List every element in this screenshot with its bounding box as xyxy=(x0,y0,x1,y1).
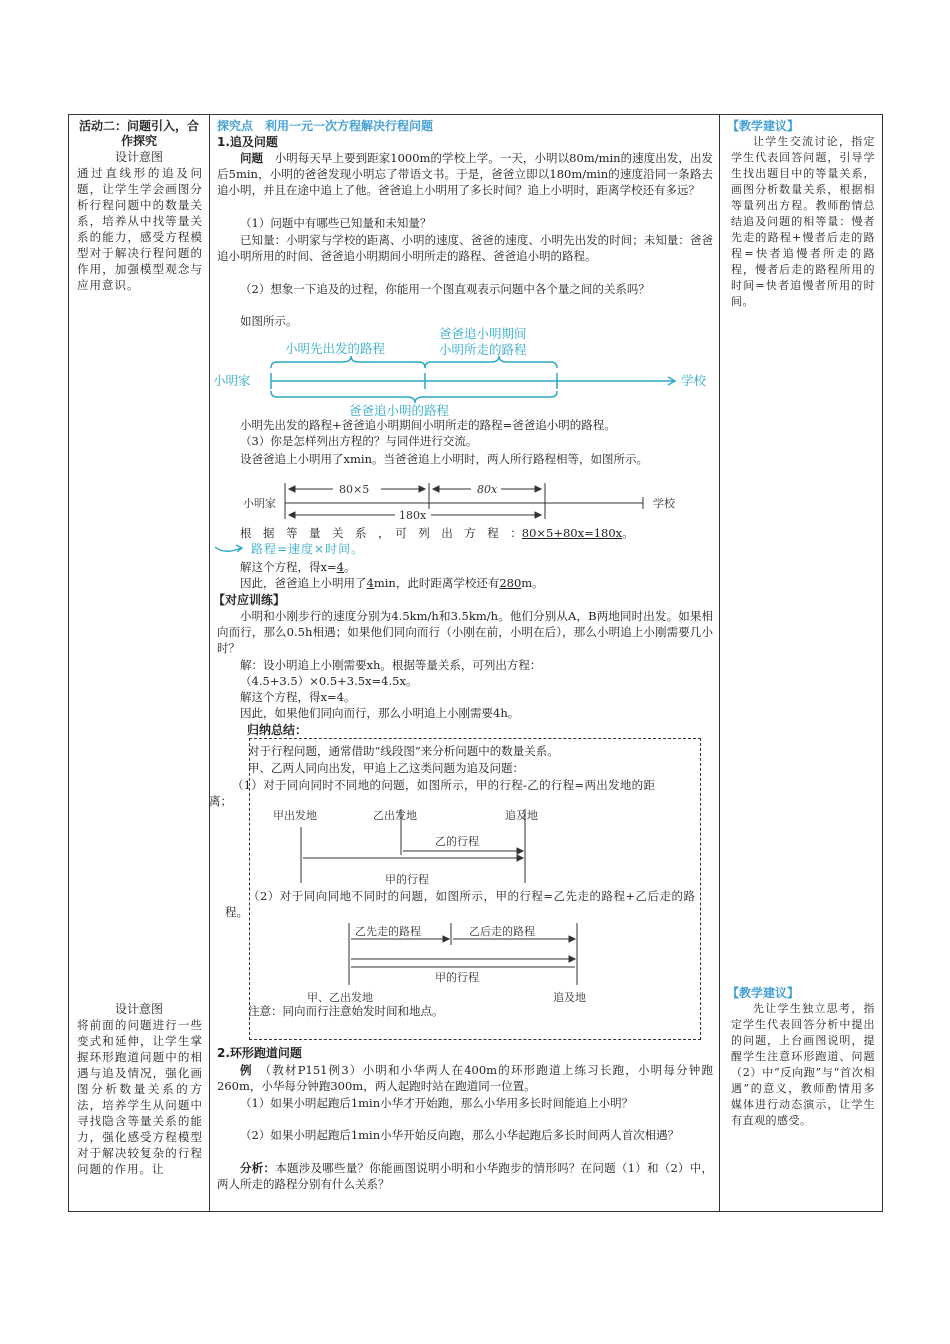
section-2-title: 2.环形跑道问题 xyxy=(217,1046,302,1060)
example-q2: （2）如果小明起跑后1min小华开始反向跑，那么小华起跑后多长时间两人首次相遇？ xyxy=(240,1128,680,1142)
main-column xyxy=(209,115,719,1211)
fig3-yi-start: 乙出发地 xyxy=(373,809,417,822)
example-paragraph xyxy=(217,1062,713,1094)
activity-title: 活动二：问题引入，合作探究 xyxy=(78,119,199,148)
right-column xyxy=(723,115,881,1211)
solve-prefix: 解这个方程，得x= xyxy=(240,560,337,574)
label-dad: 爸爸追小明的路程 xyxy=(349,403,450,418)
example-q1: （1）如果小明起跑后1min小华才开始跑，那么小华用多长时间能追上小明？ xyxy=(240,1096,634,1110)
teaching-suggestion-text: 让学生交流讨论，指定学生代表回答问题，引导学生找出题目中的等量关系，画图分析数量关系，根据相等量列出方程。教师酌情总结追及问题的相等量：慢者先走的路程+慢者后走的路程=快者追慢者所走的路程，慢者后走的路程所用的时间=快者追慢者所用的时间。 xyxy=(731,135,875,308)
fig2-total: 180x xyxy=(399,509,427,522)
figure-same-place-diagram xyxy=(273,921,613,1003)
design-intent-text: 通过直线形的追及问题，让学生学会画图分析行程问题中的数量关系，培养从中找等量关系的能力，感受方程模型对于解决行程问题的作用，加强模型观念与应用意识。 xyxy=(77,166,203,292)
fig3-catch: 追及地 xyxy=(505,809,538,822)
fig2-school: 学校 xyxy=(653,497,675,510)
label-home: 小明家 xyxy=(213,373,251,388)
practice-solution-4: 因此，如果他们同向而行，那么小明追上小刚需要4h。 xyxy=(240,706,520,720)
label-during-2: 小明所走的路程 xyxy=(439,342,527,357)
therefore-min: 4 xyxy=(366,576,374,590)
therefore-mid: min，此时距离学校还有 xyxy=(373,576,500,590)
summary-title: 归纳总结： xyxy=(247,723,308,737)
figure-chase-diagram xyxy=(213,327,719,419)
analysis-text: 本题涉及哪些量？你能画图说明小明和小华跑步的情形吗？在问题（1）和（2）中，两人所走的路程分别有什么关系？ xyxy=(217,1161,713,1191)
practice-solution-3: 解这个方程，得x=4。 xyxy=(240,690,356,704)
answer-1: 已知量：小明家与学校的距离、小明的速度、爸爸的速度、小明先出发的时间；未知量：爸爸追小明所用的时间、爸爸追小明期间小明所走的路程、爸爸追小明的路程。 xyxy=(217,233,713,263)
summary-4: （2）对于同向同地不同时的问题，如图所示，甲的行程=乙先走的路程+乙后走的路程。 xyxy=(225,889,695,919)
fig4-yi-first: 乙先走的路程 xyxy=(355,925,421,938)
example-text: （教材P151例3）小明和小华两人在400m的环形跑道上练习长跑，小明每分钟跑260m，小华每分钟跑300m，两人起跑时站在跑道同一位置。 xyxy=(217,1063,713,1093)
problem-paragraph xyxy=(217,150,713,198)
solve-x: 4 xyxy=(336,560,344,574)
figure-same-time-diagram xyxy=(273,805,593,887)
brace-bottom xyxy=(271,391,557,403)
summary-2: 甲、乙两人同向出发，甲追上乙这类问题为追及问题： xyxy=(248,761,524,775)
design-intent-text-2: 将前面的问题进行一些变式和延伸，让学生掌握环形跑道问题中的相遇与追及情况，强化画图分析数量关系的方法，培养学生从问题中寻找隐含等量关系的能力，强化感受方程模型对于解决较复杂的行程问题的作用。让 xyxy=(77,1018,203,1176)
fig4-catch: 追及地 xyxy=(553,991,586,1003)
problem-label: 问题 xyxy=(240,151,264,165)
explore-title: 探究点 利用一元一次方程解决行程问题 xyxy=(217,119,434,133)
equation-prefix: 根 据 等 量 关 系 ， 可 列 出 方 程 ： xyxy=(240,526,522,540)
problem-text: 小明每天早上要到距家1000m的学校上学。一天，小明以80m/min的速度出发，出发后5min，小明的爸爸发现小明忘了带语文书。于是，爸爸立即以180m/min的速度沿同一条路去追小明，并且在途中追上了他。爸爸追上小明用了多长时间？追上小明时，距离学校还有多远？ xyxy=(217,151,714,197)
fig3-jia-start: 甲出发地 xyxy=(273,809,317,822)
equation-suffix: 。 xyxy=(622,526,634,540)
summary-1: 对于行程问题，通常借助“线段图”来分析问题中的数量关系。 xyxy=(248,744,559,758)
therefore-prefix: 因此，爸爸追上小明用了 xyxy=(240,576,367,590)
teaching-suggestion-head-2: 【教学建议】 xyxy=(727,986,800,1000)
figure-equation-diagram xyxy=(213,479,719,525)
setup-text: 设爸爸追上小明用了xmin。当爸爸追上小明时，两人所行路程相等，如图所示。 xyxy=(240,452,648,466)
solve-line xyxy=(217,559,713,575)
teaching-suggestion-head: 【教学建议】 xyxy=(727,119,800,133)
analysis-paragraph xyxy=(217,1160,713,1192)
design-intent-label-2: 设计意图 xyxy=(114,1002,163,1016)
fig2-seg1: 80×5 xyxy=(339,483,370,496)
fig4-jia-trip: 甲的行程 xyxy=(435,971,479,984)
label-xiaoming-first: 小明先出发的路程 xyxy=(285,341,386,356)
fig3-yi-trip: 乙的行程 xyxy=(435,835,479,848)
note-arrow-icon xyxy=(213,539,249,557)
practice-text: 小明和小刚步行的速度分别为4.5km/h和3.5km/h。他们分别从A，B两地同时出发。如果相向而行，那么0.5h相遇；如果他们同向而行（小刚在前，小明在后），那么小明追上小刚需要几小时？ xyxy=(217,609,713,655)
summary-3: （1）对于同向同时不同地的问题，如图所示，甲的行程-乙的行程=两出发地的距离； xyxy=(209,778,655,808)
equation-words: 小明先出发的路程+爸爸追小明期间小明所走的路程=爸爸追小明的路程。 xyxy=(240,418,616,432)
formula-note xyxy=(213,539,413,557)
summary-note: 注意：同向而行注意始发时间和地点。 xyxy=(248,1004,444,1018)
fig2-seg2: 80x xyxy=(477,483,498,496)
question-3: （3）你是怎样列出方程的？与同伴进行交流。 xyxy=(240,434,478,448)
column-divider xyxy=(209,115,210,1211)
question-1: （1）问题中有哪些已知量和未知量？ xyxy=(240,216,432,230)
practice-title: 【对应训练】 xyxy=(213,593,286,607)
practice-solution-1: 解：设小明追上小刚需要xh。根据等量关系，可列出方程： xyxy=(240,658,542,672)
therefore-m: 280 xyxy=(499,576,522,590)
label-school: 学校 xyxy=(681,373,707,388)
solve-suffix: 。 xyxy=(343,560,356,574)
formula-text: 路程=速度×时间。 xyxy=(251,542,365,556)
label-during-1: 爸爸追小明期间 xyxy=(439,327,527,341)
fig2-home: 小明家 xyxy=(243,497,276,510)
therefore-line xyxy=(217,575,713,591)
brace-top-right xyxy=(425,356,557,368)
left-column xyxy=(69,115,209,1211)
teaching-suggestion-text-2: 先让学生独立思考，指定学生代表回答分析中提出的问题，上台画图说明，提醒学生注意环形跑道、问题（2）中“反向跑”与“首次相遇”的意义，教师酌情用多媒体进行动态演示，让学生有直观的感受。 xyxy=(731,1002,875,1127)
analysis-label: 分析： xyxy=(240,1161,276,1175)
as-figure-text: 如图所示。 xyxy=(240,314,298,328)
practice-solution-2: （4.5+3.5）×0.5+3.5x=4.5x。 xyxy=(240,674,418,688)
section-1-title: 1.追及问题 xyxy=(217,135,278,149)
equation-answer: 80×5+80x=180x xyxy=(521,526,623,540)
example-label: 例 xyxy=(240,1063,253,1077)
fig3-jia-trip: 甲的行程 xyxy=(385,873,429,886)
brace-top-left xyxy=(271,356,425,368)
therefore-suffix: m。 xyxy=(521,576,544,590)
question-2: （2）想象一下追及的过程，你能用一个图直观表示问题中各个量之间的关系吗？ xyxy=(240,282,650,296)
column-divider xyxy=(719,115,720,1211)
fig4-start: 甲、乙出发地 xyxy=(307,991,373,1003)
lesson-table xyxy=(68,114,883,1212)
fig4-yi-after: 乙后走的路程 xyxy=(469,925,535,938)
design-intent-label: 设计意图 xyxy=(114,150,163,164)
